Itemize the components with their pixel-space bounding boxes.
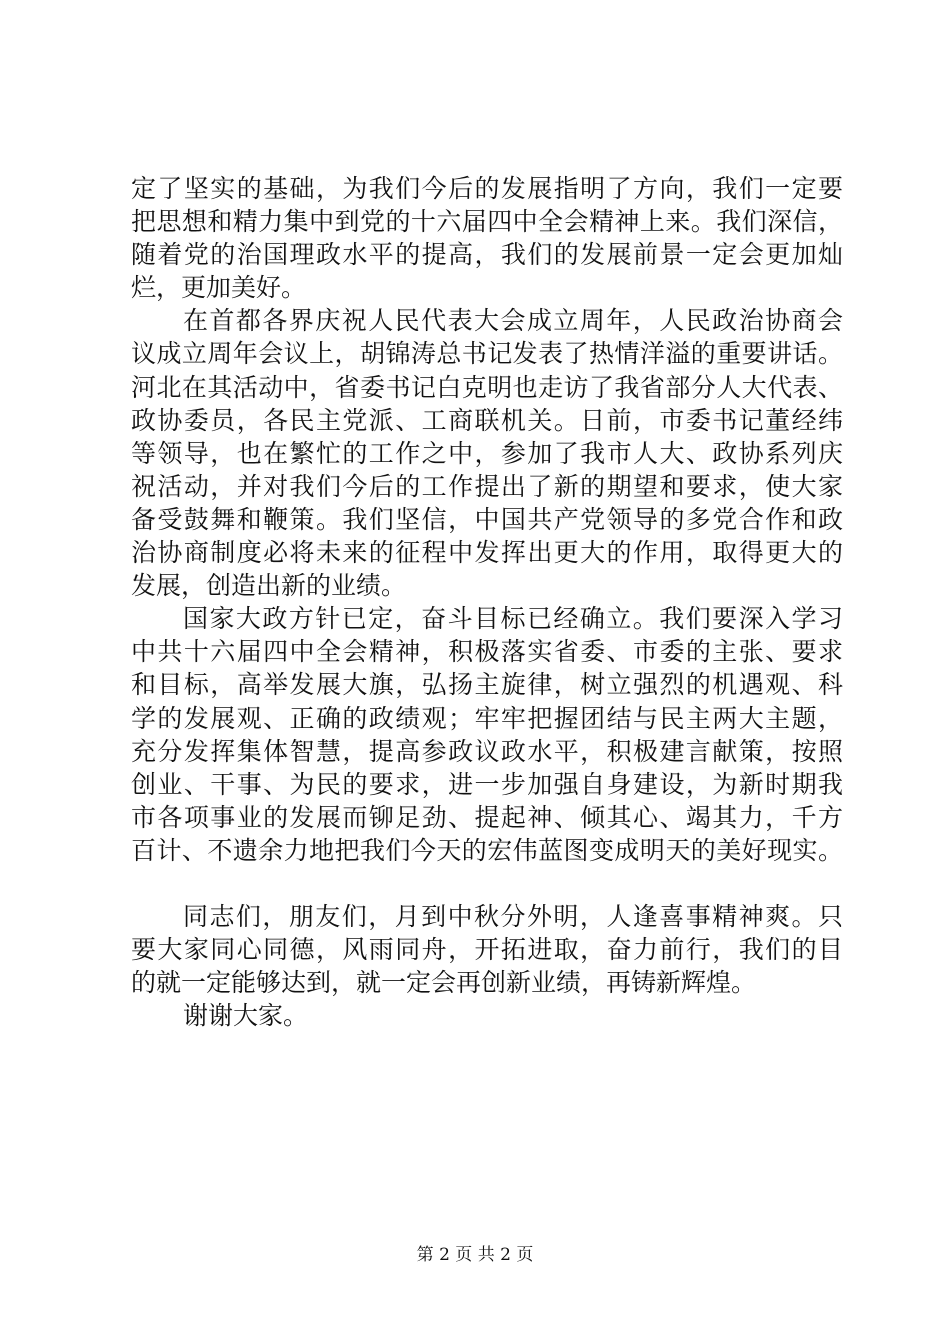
paragraph-2 (131, 304, 843, 602)
paragraph-4 (131, 900, 843, 999)
text-line: 把思想和精力集中到党的十六届四中全会精神上来。我们深信， (131, 207, 843, 237)
paragraph-5 (131, 999, 843, 1032)
text-line: 的就一定能够达到，就一定会再创新业绩，再铸新辉煌。 (131, 968, 757, 998)
text-line: 和目标，高举发展大旗，弘扬主旋律，树立强烈的机遇观、科 (131, 670, 843, 700)
document-body (131, 172, 843, 1032)
text-line: 谢谢大家。 (183, 1001, 309, 1031)
text-line: 要大家同心同德，风雨同舟，开拓进取，奋力前行，我们的目 (131, 935, 843, 965)
text-line: 国家大政方针已定，奋斗目标已经确立。我们要深入学习 (183, 604, 843, 634)
text-line: 随着党的治国理政水平的提高，我们的发展前景一定会更加灿 (131, 240, 843, 270)
text-line: 议成立周年会议上，胡锦涛总书记发表了热情洋溢的重要讲话。 (131, 339, 843, 369)
text-line: 定了坚实的基础，为我们今后的发展指明了方向，我们一定要 (131, 174, 843, 203)
text-line: 中共十六届四中全会精神，积极落实省委、市委的主张、要求 (131, 637, 843, 667)
text-line: 市各项事业的发展而铆足劲、提起神、倾其心、竭其力，千方 (131, 802, 843, 832)
paragraph-3 (131, 602, 843, 867)
page-footer: 第 2 页 共 2 页 (416, 1245, 534, 1265)
text-line: 祝活动，并对我们今后的工作提出了新的期望和要求，使大家 (131, 471, 843, 501)
text-line: 同志们，朋友们，月到中秋分外明，人逢喜事精神爽。只 (183, 902, 843, 932)
text-line: 等领导，也在繁忙的工作之中，参加了我市人大、政协系列庆 (131, 438, 843, 468)
text-line: 备受鼓舞和鞭策。我们坚信，中国共产党领导的多党合作和政 (131, 504, 843, 534)
text-line: 学的发展观、正确的政绩观；牢牢把握团结与民主两大主题， (131, 703, 843, 733)
text-line: 创业、干事、为民的要求，进一步加强自身建设，为新时期我 (131, 769, 843, 799)
text-line: 治协商制度必将未来的征程中发挥出更大的作用，取得更大的 (131, 538, 843, 568)
text-line: 烂，更加美好。 (131, 273, 307, 303)
paragraph-spacer (131, 867, 843, 900)
text-line: 政协委员，各民主党派、工商联机关。日前，市委书记董经纬 (131, 405, 843, 435)
text-line: 百计、不遗余力地把我们今天的宏伟蓝图变成明天的美好现实。 (131, 835, 843, 865)
text-line: 河北在其活动中，省委书记白克明也走访了我省部分人大代表、 (131, 372, 843, 402)
text-line: 发展，创造出新的业绩。 (131, 571, 407, 601)
text-line: 充分发挥集体智慧，提高参政议政水平，积极建言献策，按照 (131, 736, 843, 766)
text-line: 在首都各界庆祝人民代表大会成立周年，人民政治协商会 (183, 306, 843, 336)
paragraph-1 (131, 172, 843, 304)
